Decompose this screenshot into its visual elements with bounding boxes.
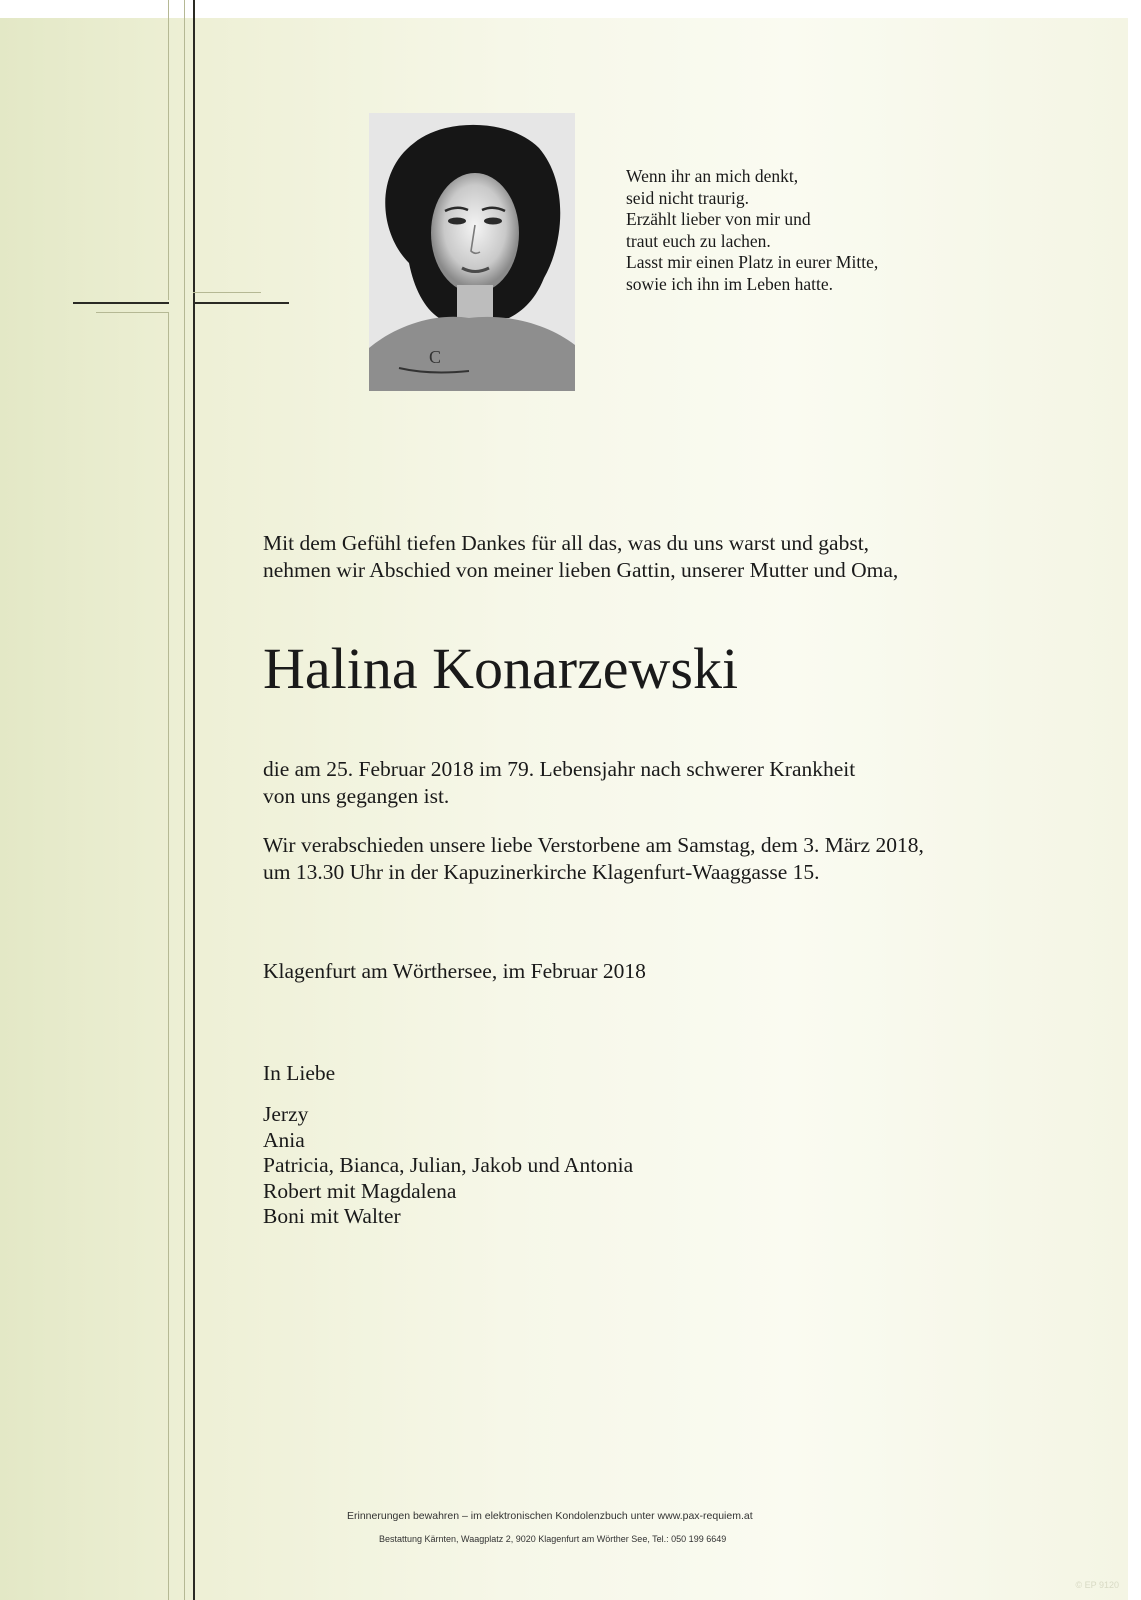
deceased-name: Halina Konarzewski	[263, 636, 739, 701]
passing-line: von uns gegangen ist.	[263, 784, 450, 808]
place-date: Klagenfurt am Wörthersee, im Februar 2018	[263, 959, 646, 983]
poem	[626, 166, 878, 295]
ceremony-line: um 13.30 Uhr in der Kapuzinerkirche Klagenfurt-Waaggasse 15.	[263, 860, 820, 884]
poem-line: Lasst mir einen Platz in eurer Mitte,	[626, 252, 879, 272]
watermark: © EP 9120	[1075, 1580, 1119, 1590]
poem-line: Wenn ihr an mich denkt,	[626, 166, 799, 186]
mourners-heading: In Liebe	[263, 1061, 336, 1085]
poem-line: traut euch zu lachen.	[626, 230, 771, 251]
svg-text:C: C	[429, 347, 442, 367]
poem-line: seid nicht traurig.	[626, 187, 749, 208]
footer-condolence: Erinnerungen bewahren – im elektronischen Kondolenzbuch unter www.pax-requiem.at	[347, 1510, 753, 1522]
mourner-name: Ania	[263, 1127, 305, 1152]
intro-text	[263, 530, 898, 584]
footer-address: Bestattung Kärnten, Waagplatz 2, 9020 Klagenfurt am Wörther See, Tel.: 050 199 6649	[379, 1534, 727, 1544]
passing-text	[263, 756, 855, 810]
poem-line: Erzählt lieber von mir und	[626, 209, 811, 229]
mourners-list	[263, 1102, 633, 1230]
ceremony-line: Wir verabschieden unsere liebe Verstorbene am Samstag, dem 3. März 2018,	[263, 833, 924, 857]
portrait-photo	[369, 113, 575, 391]
poem-line: sowie ich ihn im Leben hatte.	[626, 273, 834, 294]
mourner-name: Patricia, Bianca, Julian, Jakob und Antonia	[263, 1153, 634, 1177]
intro-line: nehmen wir Abschied von meiner lieben Gattin, unserer Mutter und Oma,	[263, 558, 899, 582]
mourner-name: Robert mit Magdalena	[263, 1178, 457, 1203]
mourner-name: Jerzy	[263, 1102, 309, 1126]
intro-line: Mit dem Gefühl tiefen Dankes für all das, was du uns warst und gabst,	[263, 531, 870, 555]
ceremony-text	[263, 832, 924, 886]
passing-line: die am 25. Februar 2018 im 79. Lebensjahr nach schwerer Krankheit	[263, 757, 856, 781]
mourner-name: Boni mit Walter	[263, 1204, 401, 1228]
